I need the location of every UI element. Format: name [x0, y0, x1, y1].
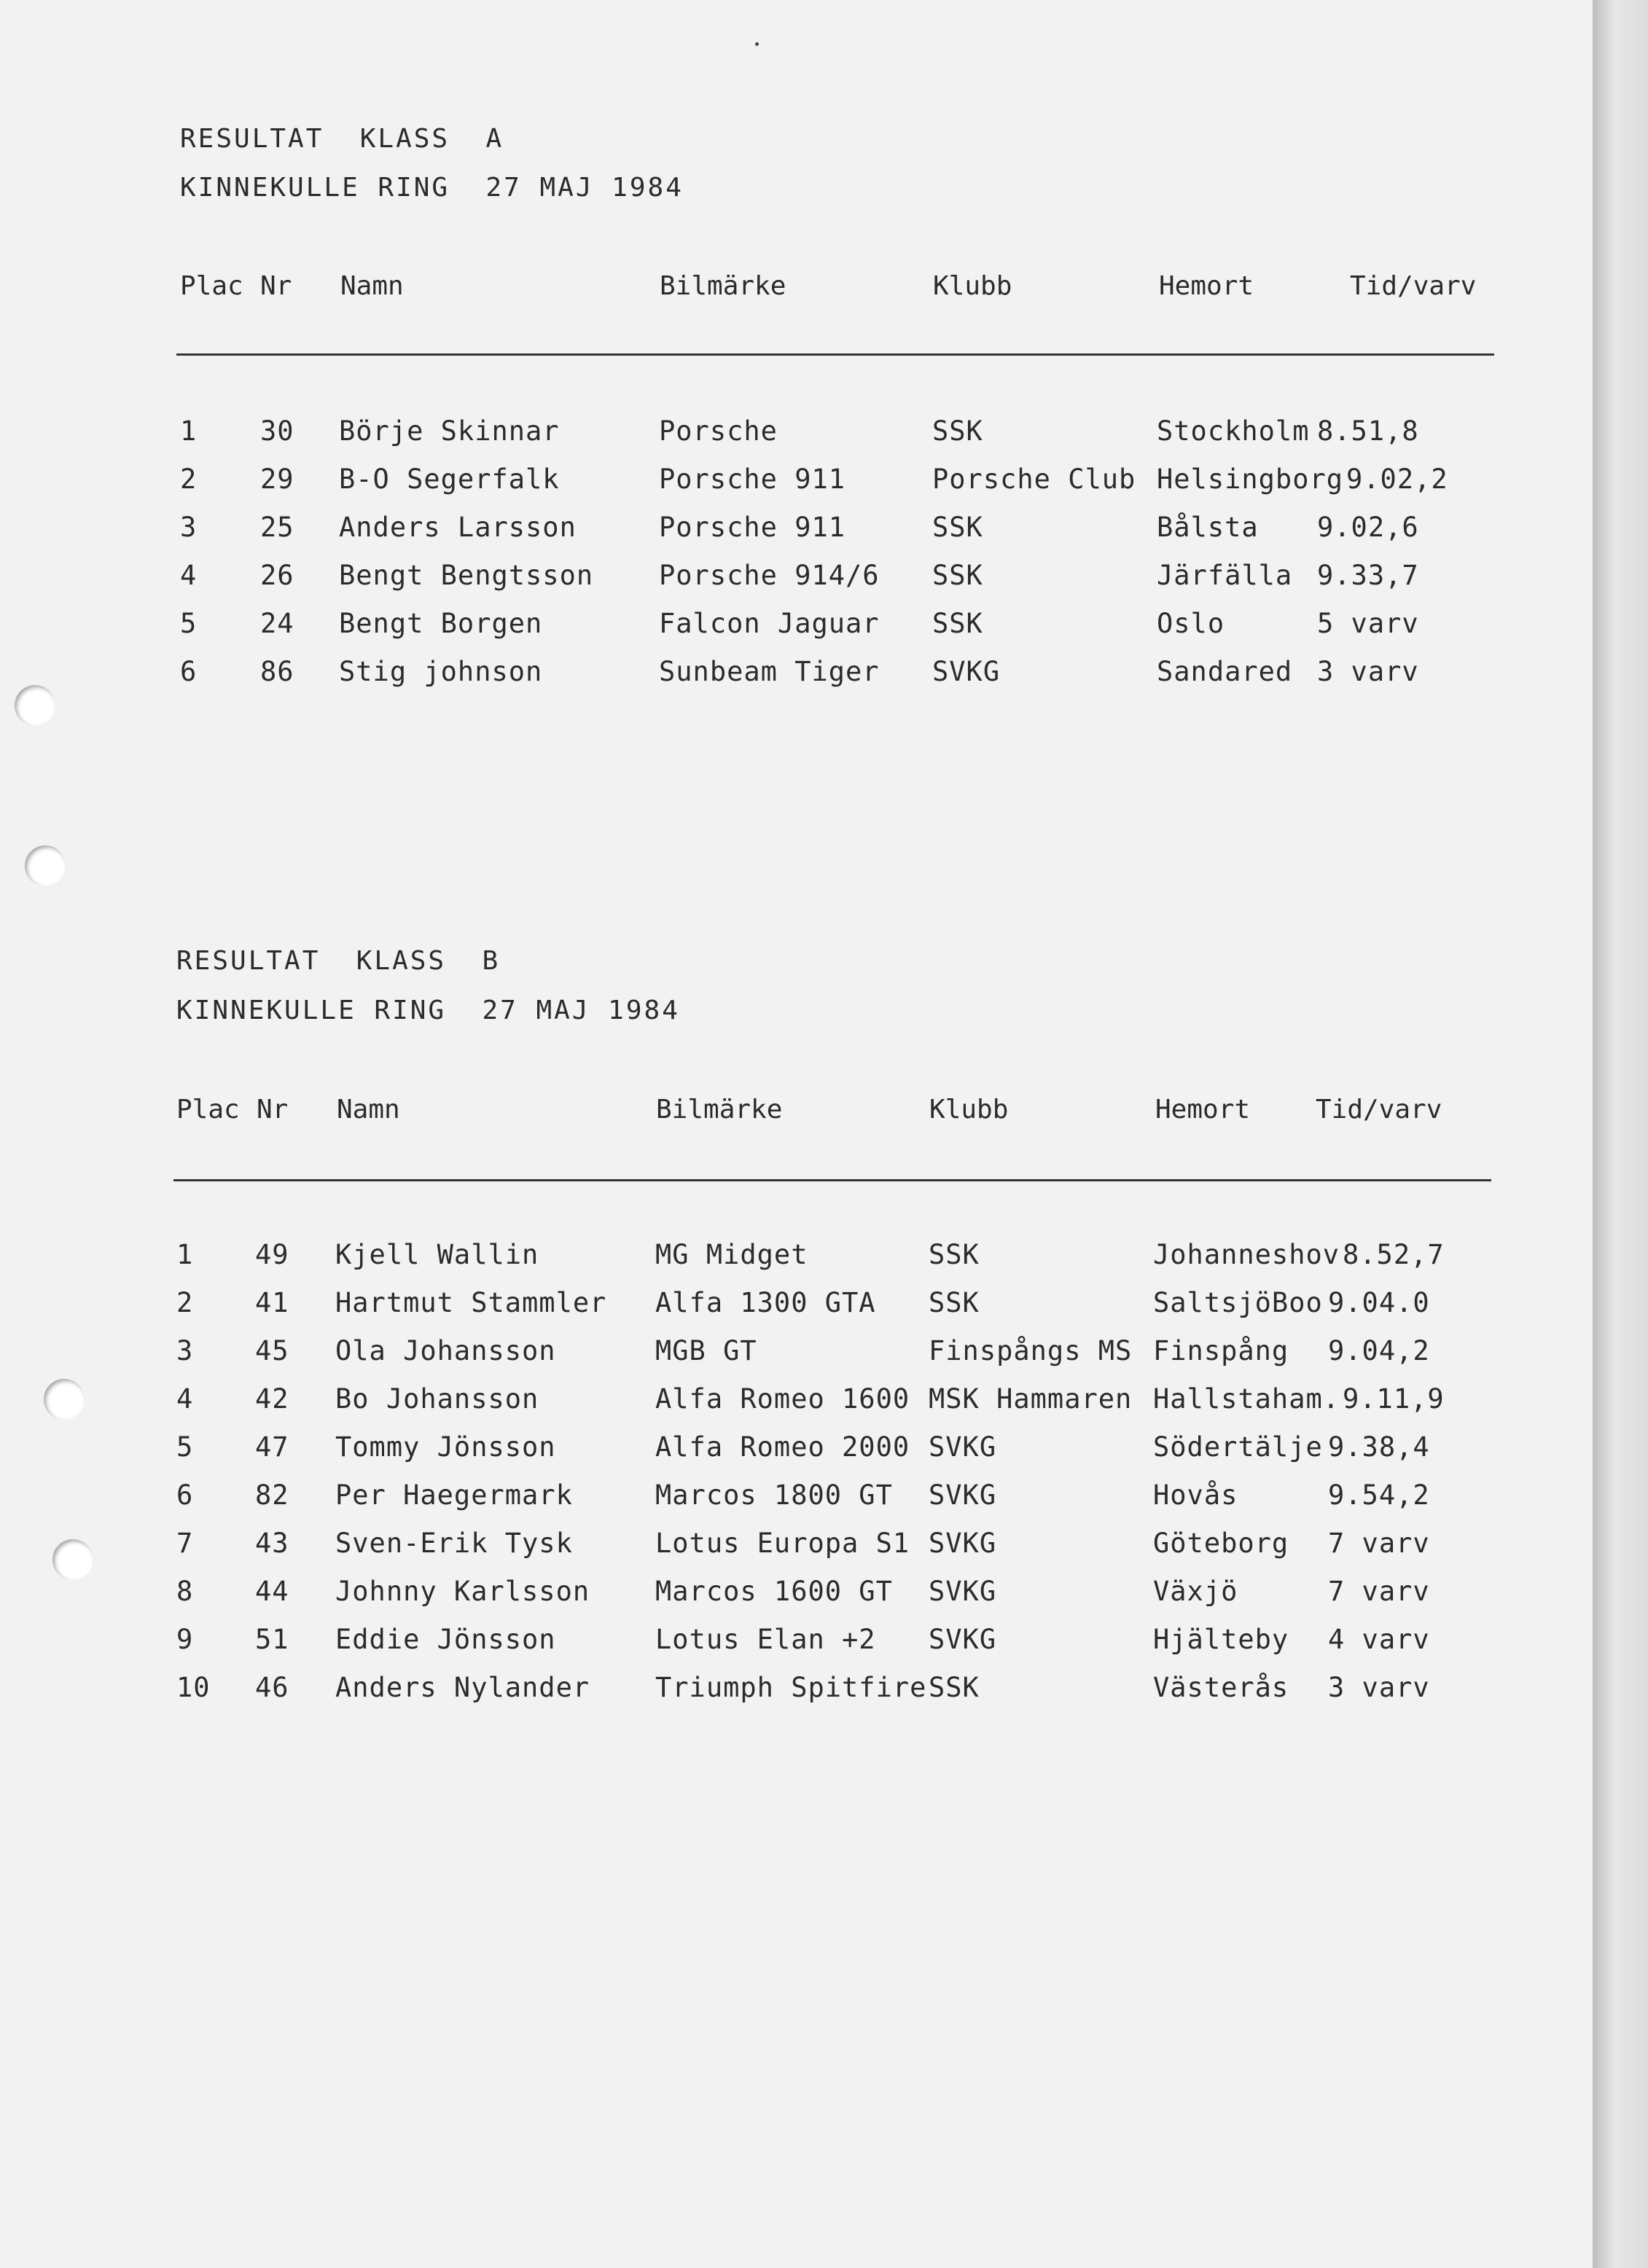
cell-klubb: SVKG — [929, 1528, 997, 1559]
cell-plac: 6 — [176, 1479, 194, 1511]
cell-tid: 5 varv — [1317, 608, 1419, 639]
table-row — [176, 1479, 1488, 1528]
section-subtitle: KINNEKULLE RING 27 MAJ 1984 — [176, 996, 680, 1025]
table-row — [176, 1335, 1488, 1383]
cell-namn: B-O Segerfalk — [339, 464, 560, 495]
table-row — [176, 1287, 1488, 1335]
cell-namn: Bengt Borgen — [339, 608, 543, 639]
cell-hemort: SaltsjöBoo — [1153, 1287, 1323, 1318]
cell-bilmarke: Lotus Elan +2 — [655, 1624, 876, 1655]
cell-nr: 82 — [255, 1479, 289, 1511]
header-divider — [176, 353, 1494, 356]
cell-nr: 45 — [255, 1335, 289, 1366]
cell-nr: 41 — [255, 1287, 289, 1318]
cell-klubb: SVKG — [929, 1624, 997, 1655]
cell-nr: 42 — [255, 1383, 289, 1415]
cell-namn: Eddie Jönsson — [335, 1624, 556, 1655]
cell-klubb: SSK — [932, 512, 983, 543]
cell-bilmarke: Falcon Jaguar — [659, 608, 880, 639]
cell-plac: 4 — [176, 1383, 194, 1415]
header-namn: Namn — [337, 1095, 400, 1125]
cell-tid: 9.11,9 — [1343, 1383, 1445, 1415]
cell-plac: 2 — [176, 1287, 194, 1318]
table-row — [176, 1383, 1488, 1431]
cell-plac: 1 — [180, 415, 198, 447]
table-row — [176, 1624, 1488, 1672]
cell-tid: 9.54,2 — [1328, 1479, 1430, 1511]
cell-nr: 43 — [255, 1528, 289, 1559]
cell-nr: 44 — [255, 1576, 289, 1607]
cell-klubb: SSK — [929, 1287, 980, 1318]
header-divider — [173, 1179, 1491, 1181]
header-plac: Plac — [180, 271, 243, 301]
cell-klubb: SSK — [932, 560, 983, 591]
cell-plac: 5 — [180, 608, 198, 639]
cell-hemort: Oslo — [1157, 608, 1225, 639]
cell-nr: 30 — [260, 415, 294, 447]
cell-tid: 7 varv — [1328, 1528, 1430, 1559]
table-row — [180, 512, 1492, 560]
section-title: RESULTAT KLASS A — [180, 124, 504, 154]
cell-hemort: Västerås — [1153, 1672, 1289, 1703]
cell-hemort: Helsingborg — [1157, 464, 1344, 495]
table-row — [180, 464, 1492, 512]
cell-hemort: Växjö — [1153, 1576, 1238, 1607]
header-klubb: Klubb — [933, 271, 1012, 301]
cell-bilmarke: Porsche 911 — [659, 512, 846, 543]
cell-bilmarke: Alfa Romeo 1600 — [655, 1383, 910, 1415]
table-row — [180, 415, 1492, 464]
table-row — [176, 1576, 1488, 1624]
cell-hemort: Johanneshov — [1153, 1239, 1340, 1270]
cell-klubb: SVKG — [929, 1576, 997, 1607]
cell-tid: 9.04,2 — [1328, 1335, 1430, 1366]
cell-nr: 24 — [260, 608, 294, 639]
cell-plac: 9 — [176, 1624, 194, 1655]
cell-plac: 7 — [176, 1528, 194, 1559]
cell-plac: 3 — [176, 1335, 194, 1366]
ink-speck — [755, 42, 759, 46]
punch-hole — [52, 1539, 93, 1580]
cell-klubb: SVKG — [929, 1431, 997, 1463]
header-tid: Tid/varv — [1350, 271, 1477, 301]
cell-nr: 25 — [260, 512, 294, 543]
cell-hemort: Bålsta — [1157, 512, 1259, 543]
table-row — [180, 608, 1492, 656]
cell-klubb: Finspångs MS — [929, 1335, 1133, 1366]
cell-tid: 8.52,7 — [1343, 1239, 1445, 1270]
header-namn: Namn — [340, 271, 404, 301]
cell-klubb: SSK — [929, 1672, 980, 1703]
punch-hole — [44, 1379, 85, 1420]
cell-hemort: Stockholm — [1157, 415, 1310, 447]
cell-bilmarke: Sunbeam Tiger — [659, 656, 880, 687]
cell-namn: Anders Nylander — [335, 1672, 590, 1703]
cell-tid: 3 varv — [1328, 1672, 1430, 1703]
cell-bilmarke: Porsche 911 — [659, 464, 846, 495]
cell-klubb: SVKG — [932, 656, 1001, 687]
punch-hole — [25, 845, 66, 886]
header-hemort: Hemort — [1159, 271, 1254, 301]
cell-namn: Börje Skinnar — [339, 415, 560, 447]
cell-hemort: Järfälla — [1157, 560, 1293, 591]
cell-hemort: Hallstaham. — [1153, 1383, 1340, 1415]
cell-hemort: Södertälje — [1153, 1431, 1323, 1463]
cell-namn: Anders Larsson — [339, 512, 577, 543]
cell-namn: Bo Johansson — [335, 1383, 539, 1415]
cell-klubb: SSK — [932, 415, 983, 447]
cell-plac: 3 — [180, 512, 198, 543]
cell-tid: 3 varv — [1317, 656, 1419, 687]
header-hemort: Hemort — [1155, 1095, 1251, 1125]
table-row — [176, 1239, 1488, 1287]
table-row — [176, 1528, 1488, 1576]
cell-hemort: Finspång — [1153, 1335, 1289, 1366]
page-edge-shadow — [1593, 0, 1648, 2268]
header-nr: Nr — [260, 271, 292, 301]
cell-nr: 26 — [260, 560, 294, 591]
cell-namn: Per Haegermark — [335, 1479, 573, 1511]
header-nr: Nr — [257, 1095, 289, 1125]
cell-tid: 7 varv — [1328, 1576, 1430, 1607]
cell-klubb: SSK — [932, 608, 983, 639]
header-bilmarke: Bilmärke — [656, 1095, 783, 1125]
table-row — [180, 560, 1492, 608]
cell-plac: 6 — [180, 656, 198, 687]
cell-bilmarke: Porsche 914/6 — [659, 560, 880, 591]
cell-tid: 9.33,7 — [1317, 560, 1419, 591]
cell-nr: 47 — [255, 1431, 289, 1463]
cell-namn: Kjell Wallin — [335, 1239, 539, 1270]
cell-bilmarke: Porsche — [659, 415, 778, 447]
cell-plac: 10 — [176, 1672, 211, 1703]
cell-tid: 4 varv — [1328, 1624, 1430, 1655]
cell-tid: 9.02,2 — [1346, 464, 1448, 495]
cell-tid: 8.51,8 — [1317, 415, 1419, 447]
cell-bilmarke: Marcos 1600 GT — [655, 1576, 893, 1607]
cell-namn: Bengt Bengtsson — [339, 560, 594, 591]
cell-namn: Ola Johansson — [335, 1335, 556, 1366]
header-bilmarke: Bilmärke — [660, 271, 786, 301]
cell-namn: Sven-Erik Tysk — [335, 1528, 573, 1559]
table-row — [176, 1431, 1488, 1479]
cell-namn: Stig johnson — [339, 656, 543, 687]
cell-plac: 5 — [176, 1431, 194, 1463]
cell-klubb: SVKG — [929, 1479, 997, 1511]
header-tid: Tid/varv — [1316, 1095, 1442, 1125]
cell-nr: 29 — [260, 464, 294, 495]
cell-plac: 2 — [180, 464, 198, 495]
cell-bilmarke: Triumph Spitfire — [655, 1672, 927, 1703]
table-row — [180, 656, 1492, 704]
cell-hemort: Hjälteby — [1153, 1624, 1289, 1655]
section-subtitle: KINNEKULLE RING 27 MAJ 1984 — [180, 173, 684, 203]
cell-klubb: MSK Hammaren — [929, 1383, 1133, 1415]
cell-nr: 46 — [255, 1672, 289, 1703]
cell-hemort: Göteborg — [1153, 1528, 1289, 1559]
header-klubb: Klubb — [929, 1095, 1009, 1125]
cell-namn: Johnny Karlsson — [335, 1576, 590, 1607]
cell-plac: 1 — [176, 1239, 194, 1270]
cell-bilmarke: Marcos 1800 GT — [655, 1479, 893, 1511]
cell-klubb: Porsche Club — [932, 464, 1136, 495]
cell-hemort: Hovås — [1153, 1479, 1238, 1511]
cell-tid: 9.38,4 — [1328, 1431, 1430, 1463]
cell-hemort: Sandared — [1157, 656, 1293, 687]
cell-plac: 4 — [180, 560, 198, 591]
table-row — [176, 1672, 1488, 1720]
cell-klubb: SSK — [929, 1239, 980, 1270]
cell-nr: 51 — [255, 1624, 289, 1655]
cell-tid: 9.04.0 — [1328, 1287, 1430, 1318]
cell-bilmarke: Alfa 1300 GTA — [655, 1287, 876, 1318]
cell-bilmarke: Alfa Romeo 2000 — [655, 1431, 910, 1463]
punch-hole — [15, 685, 55, 726]
cell-plac: 8 — [176, 1576, 194, 1607]
header-plac: Plac — [176, 1095, 240, 1125]
cell-namn: Hartmut Stammler — [335, 1287, 607, 1318]
cell-tid: 9.02,6 — [1317, 512, 1419, 543]
cell-nr: 86 — [260, 656, 294, 687]
cell-namn: Tommy Jönsson — [335, 1431, 556, 1463]
cell-nr: 49 — [255, 1239, 289, 1270]
cell-bilmarke: Lotus Europa S1 — [655, 1528, 910, 1559]
cell-bilmarke: MG Midget — [655, 1239, 808, 1270]
cell-bilmarke: MGB GT — [655, 1335, 757, 1366]
section-title: RESULTAT KLASS B — [176, 946, 501, 976]
